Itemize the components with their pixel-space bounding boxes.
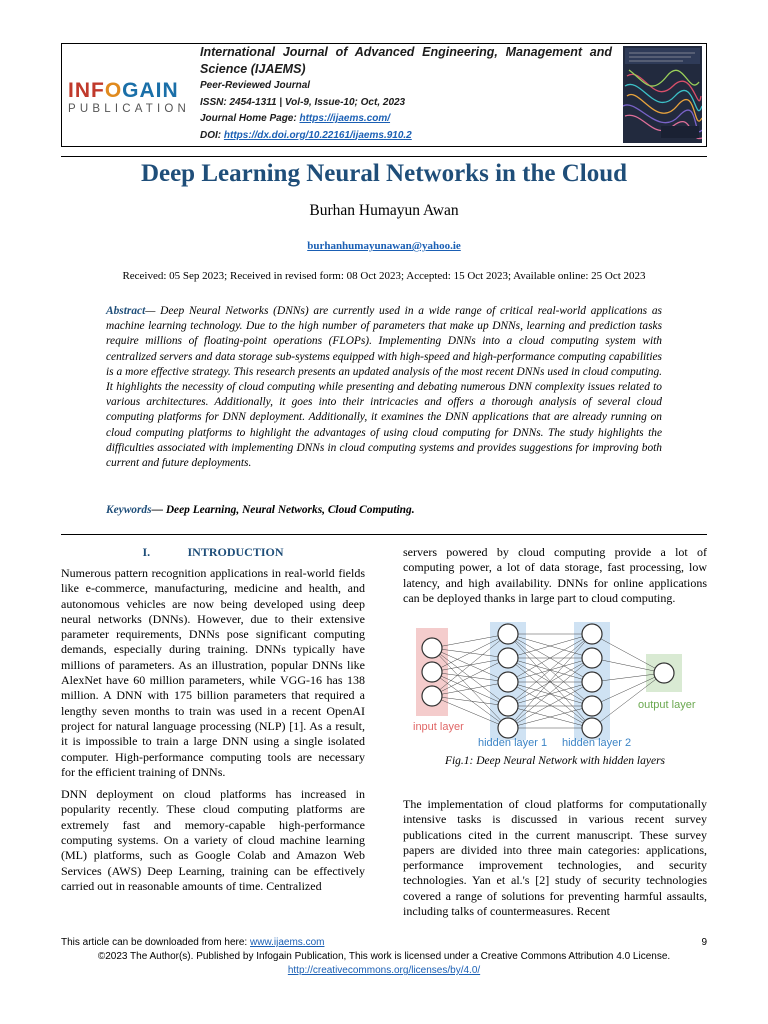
neuron-node [422,638,442,658]
neuron-node [582,718,602,738]
right-column-bottom [403,797,707,926]
neuron-node [582,672,602,692]
neuron-node [498,624,518,644]
neuron-node [498,648,518,668]
neuron-node [498,672,518,692]
issn-line: ISSN: 2454-1311 | Vol-9, Issue-10; Oct, 2023 [200,96,406,108]
paragraph: Numerous pattern recognition applications in real-world fields like e-commerce, manufacturing, medicine and health, and autonomous vehicles are now being developed using deep neural networks (DNNs). However, due to their extensive parameter requirements, DNNs pose significant computing demands, especially during training. DNNs typically have millions of parameters. As an illustration, popular DNNs like AlexNet have 60 million parameters, while VGG-16 has 138 million. A DNN with 175 billion parameters that required a lengthy seven months to train was used in a recent OpenAI project for natural language processing (NLP) [1]. As a result, it is impossible to train a large DNN using a single isolated computer. High-performance computing tools are necessary for the efficient training of DNNs. [61,566,365,779]
left-column [61,566,365,901]
abstract-label: Abstract [106,305,146,317]
hidden-layer-1-label: hidden layer 1 [478,737,548,749]
keywords [106,504,662,516]
logo-subtitle: PUBLICATION [68,103,191,115]
author-email-link[interactable]: burhanhumayunawan@yahoo.ie [307,240,461,252]
figure-caption: Fig.1: Deep Neural Network with hidden layers [444,755,666,767]
peer-reviewed-label: Peer-Reviewed Journal [200,80,311,91]
input-layer-label: input layer [413,721,464,733]
output-layer-label: output layer [638,699,696,711]
footer-license [0,965,768,976]
section-title: INTRODUCTION [187,545,284,559]
neuron-node [582,696,602,716]
section-number: I. [142,545,151,559]
header-divider [61,156,707,157]
neuron-node [422,662,442,682]
logo-brand-text: INFOGAIN [68,79,179,102]
hidden-layer-2-label: hidden layer 2 [562,737,632,749]
keywords-text: — Deep Learning, Neural Networks, Cloud Computing. [151,504,415,516]
journal-cover-image [623,46,702,143]
journal-title: International Journal of Advanced Engineering, Management and Science (IJAEMS) [200,45,612,76]
publisher-logo [68,79,191,116]
neuron-node [582,624,602,644]
paper-author: Burhan Humayun Awan [309,202,459,219]
abstract-text: — Deep Neural Networks (DNNs) are currently used in a wide range of critical real-world applications as machine learning technology. Due to the high number of parameters that make up DNNs, learning and prediction tasks require millions of floating-point operations (FLOPs). Implementing DNNs into a cloud computing system with centralized servers and data storage sub-systems equipped with high-speed and high-performance computing capabilities is a more effective strategy. This research presents an updated analysis of the most recent DNNs used in cloud computing. It highlights the necessity of cloud computing while presenting and debating numerous DNN complexity issues related to various architectures. Additionally, it goes into their intricacies and offers a thorough analysis of several cloud computing platforms for DNN deployment. Additionally, it examines the DNN applications that are already running on cloud computing platforms to highlight the advantages of using cloud computing for DNNs. The study highlights the difficulties associated with implementing DNNs in cloud computing systems and provides suggestions for improving both current and future deployments. [106,305,662,470]
doi-link[interactable]: https://dx.doi.org/10.22161/ijaems.910.2 [223,129,412,141]
footer-copyright: ©2023 The Author(s). Published by Infogain Publication, This work is licensed under a Creative Commons Attribution 4.0 License. [97,951,671,962]
neuron-node [422,686,442,706]
footer-download: This article can be downloaded from here: www.ijaems.com [61,937,325,948]
abstract [106,304,662,471]
right-column-top [403,545,707,613]
doi-line: DOI: https://dx.doi.org/10.22161/ijaems.910.2 [200,129,412,141]
neuron-node [498,696,518,716]
neuron-node [582,648,602,668]
page-number: 9 [701,937,707,948]
keywords-label: Keywords [106,504,152,516]
body-divider [61,534,707,535]
journal-home-line: Journal Home Page: https://ijaems.com/ [200,113,391,124]
neural-network-figure [410,620,710,752]
neuron-node [654,663,674,683]
neuron-node [498,718,518,738]
journal-home-link[interactable]: https://ijaems.com/ [299,113,391,124]
paper-title: Deep Learning Neural Networks in the Cloud [140,160,628,187]
author-email [0,240,768,252]
publication-dates: Received: 05 Sep 2023; Received in revised form: 08 Oct 2023; Accepted: 15 Oct 2023; Available online: 25 Oct 2023 [122,270,646,282]
license-link[interactable]: http://creativecommons.org/licenses/by/4.0/ [287,965,481,976]
paragraph: DNN deployment on cloud platforms has increased in popularity recently. These cloud computing platforms are extremely fast and memory-capable high-performance computing systems. On a variety of cloud machine learning (ML) platforms, such as Google Colab and Amazon Web Services (AWS) Deep Learning, training can be effectively carried out in reasonable amounts of time. Centralized [61,787,365,893]
journal-info [200,44,612,144]
paragraph: The implementation of cloud platforms for computationally intensive tasks is discussed in various recent survey publications cited in the current manuscript. These survey papers are divided into three main categories: applications, performance improvement technologies, and security technologies. Yan et al.'s [2] study of security technologies covered a range of solutions for preventing harmful assaults, including talks of countermeasures. Recent [403,797,707,919]
paragraph: servers powered by cloud computing provide a lot of computing power, a lot of data storage, fast processing, low latency, and high availability. DNNs for online applications can be deployed thanks in large part to cloud computing. [403,545,707,605]
section-heading [61,545,365,560]
footer-download-link[interactable]: www.ijaems.com [250,937,325,948]
